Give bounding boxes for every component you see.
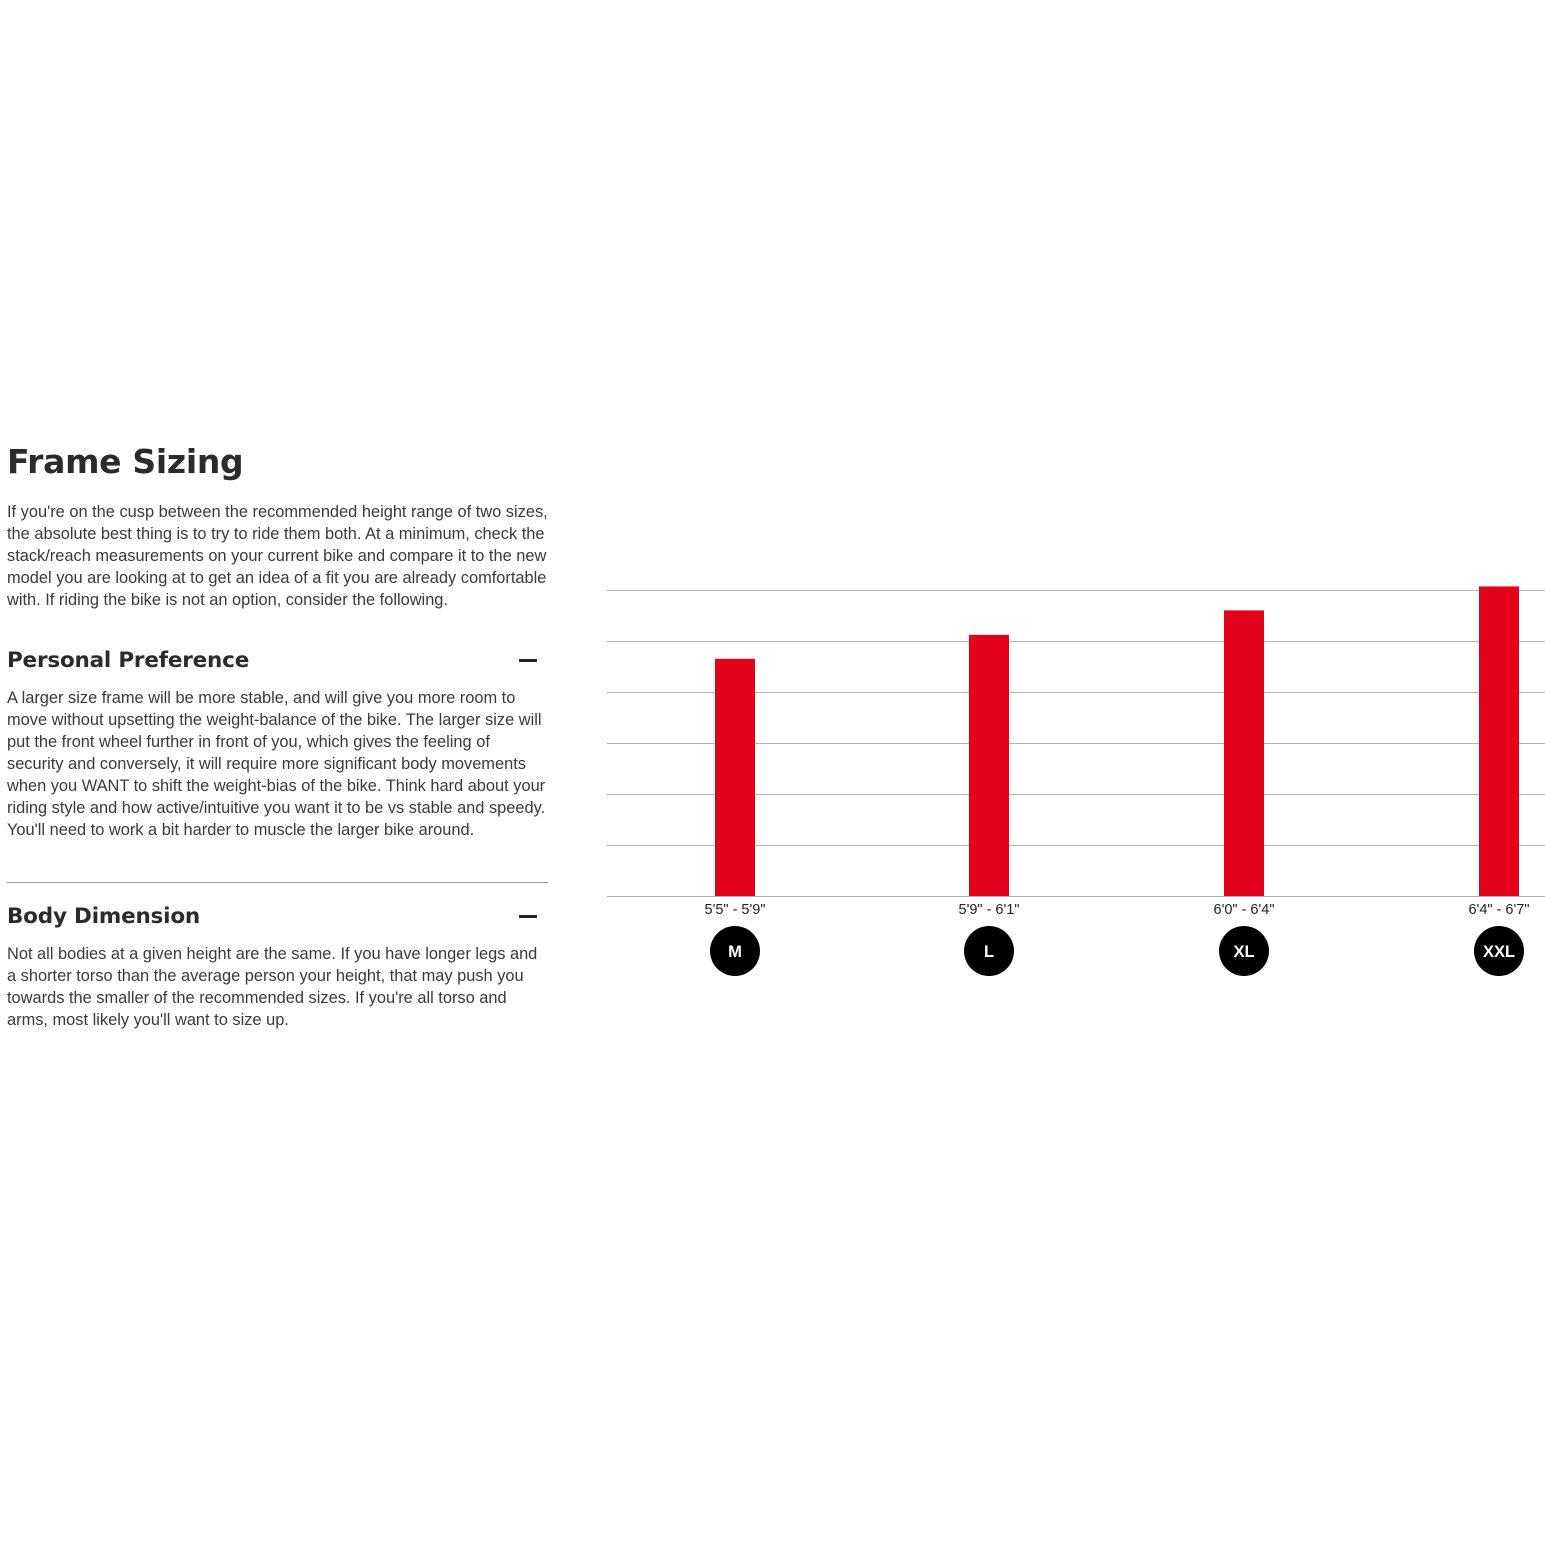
section-body: Not all bodies at a given height are the same. If you have longer legs and a shorter torso than the average person your height, that may push you towards the smaller of the recommended sizes. If you're all torso and arms, most likely you'll want to size up.	[7, 945, 538, 1029]
section-title: Personal Preference	[7, 647, 250, 673]
chart-bar-l	[969, 635, 1009, 896]
page-title: Frame Sizing	[7, 442, 244, 481]
chart-x-tick-label: 6'0" - 6'4"	[1213, 902, 1275, 918]
chart-x-tick-label: 5'5" - 5'9"	[704, 902, 766, 918]
size-badge-label: M	[728, 943, 742, 961]
chart-bar-xl	[1224, 610, 1264, 896]
chart-bar-xxl	[1479, 586, 1519, 896]
chart-x-tick-label: 5'9" - 6'1"	[958, 902, 1020, 918]
size-badge-label: XXL	[1482, 943, 1516, 961]
section-body: A larger size frame will be more stable, and will give you more room to move without upsetting the weight-balance of the bike. The larger size will put the front wheel further in front of you, which gives the feeling of security and conversely, it will require more significant body movements when you WANT to shift the weight-bias of the bike. Think hard about your riding style and how active/intuitive you want it to be vs stable and speedy. You'll need to work a bit harder to muscle the larger bike around.	[7, 689, 546, 839]
chart-x-tick-label: 6'4" - 6'7"	[1468, 902, 1530, 918]
intro-text: If you're on the cusp between the recommended height range of two sizes, the absolute best thing is to try to ride them both. At a minimum, check the stack/reach measurements on your current bike and compare it to the new model you are looking at to get an idea of a fit you are already comfortable with. If riding the bike is not an option, consider the following.	[7, 503, 548, 609]
section-title: Body Dimension	[7, 903, 200, 929]
chart-bar-m	[715, 659, 755, 896]
size-badge-label: XL	[1233, 943, 1255, 961]
size-badge-label: L	[983, 943, 995, 961]
